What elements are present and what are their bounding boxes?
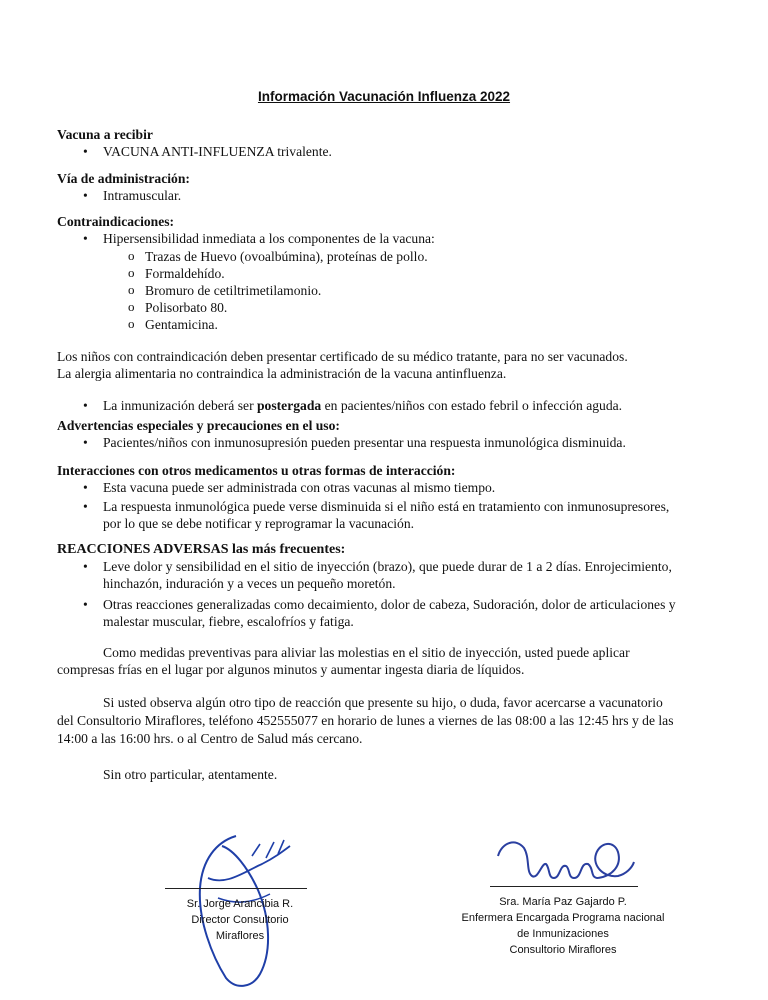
paragraph-contacto: Si usted observa algún otro tipo de reacción que presente su hijo, o duda, favor acercarse a vacunatorio <box>103 695 663 710</box>
paragraph-medidas-cont: compresas frías en el lugar por algunos minutos y aumentar ingesta diaria de líquidos. <box>57 662 525 677</box>
reacciones-item: • Leve dolor y sensibilidad en el sitio de inyección (brazo), que puede durar de 1 a 2 días. Enrojecimiento, <box>103 558 672 575</box>
heading-reacciones: REACCIONES ADVERSAS las más frecuentes: <box>57 542 346 557</box>
paragraph-contraindicacion: Los niños con contraindicación deben presentar certificado de su médico tratante, para no ser vacunados. <box>57 349 628 364</box>
paragraph-contacto-cont: 14:00 a las 16:00 hrs. o al Centro de Salud más cercano. <box>57 731 363 746</box>
via-item: • Intramuscular. <box>103 187 181 204</box>
contra-sub-item: o Trazas de Huevo (ovoalbúmina), proteínas de pollo. <box>145 248 428 265</box>
signature-right-scribble <box>496 828 636 890</box>
postergada-item: • La inmunización deberá ser postergada en pacientes/niños con estado febril o infección aguda. <box>103 397 622 414</box>
contra-sub-item: o Polisorbato 80. <box>145 299 227 316</box>
signature-left-name: Sr. Jorge Arancibia R. <box>186 898 294 910</box>
reacciones-item: • Otras reacciones generalizadas como decaimiento, dolor de cabeza, Sudoración, dolor de articulaciones y <box>103 596 676 613</box>
reacciones-item-cont: hinchazón, induración y a veces un pequeño moretón. <box>103 576 396 591</box>
heading-contraindicaciones: Contraindicaciones: <box>57 214 175 229</box>
heading-via: Vía de administración: <box>57 171 190 186</box>
interacciones-item: • La respuesta inmunológica puede verse disminuida si el niño está en tratamiento con inmunosupresores, <box>103 498 669 515</box>
advertencias-item: • Pacientes/niños con inmunosupresión pueden presentar una respuesta inmunológica disminuida. <box>103 434 626 451</box>
contra-item: • Hipersensibilidad inmediata a los componentes de la vacuna: <box>103 230 435 247</box>
signature-right-line <box>490 886 638 887</box>
heading-advertencias: Advertencias especiales y precauciones en el uso: <box>57 418 340 433</box>
signature-left-block <box>140 896 340 944</box>
vacuna-item: • VACUNA ANTI-INFLUENZA trivalente. <box>103 143 332 160</box>
signature-right-role: Enfermera Encargada Programa nacional <box>461 912 665 924</box>
reacciones-item-cont: malestar muscular, fiebre, escalofríos y fatiga. <box>103 614 354 629</box>
heading-vacuna: Vacuna a recibir <box>57 127 153 142</box>
contra-sub-item: o Formaldehído. <box>145 265 225 282</box>
contra-sub-item: o Bromuro de cetiltrimetilamonio. <box>145 282 321 299</box>
signature-right-role: de Inmunizaciones <box>517 928 609 940</box>
heading-interacciones: Interacciones con otros medicamentos u otras formas de interacción: <box>57 463 456 478</box>
contra-sub-item: o Gentamicina. <box>145 316 218 333</box>
document-title: Información Vacunación Influenza 2022 <box>257 89 511 104</box>
interacciones-item: • Esta vacuna puede ser administrada con otras vacunas al mismo tiempo. <box>103 479 495 496</box>
paragraph-alergia: La alergia alimentaria no contraindica la administración de la vacuna antinfluenza. <box>57 366 507 381</box>
interacciones-item-cont: por lo que se debe notificar y reprogramar la vacunación. <box>103 516 415 531</box>
signature-right-block <box>438 894 688 958</box>
signature-left-role: Director Consultorio <box>191 914 289 926</box>
paragraph-contacto-cont: del Consultorio Miraflores, teléfono 452555077 en horario de lunes a viernes de las 08:00 a las 12:45 hrs y de las <box>57 713 674 728</box>
paragraph-medidas: Como medidas preventivas para aliviar las molestias en el sitio de inyección, usted puede aplicar <box>103 645 630 660</box>
signature-left-line <box>165 888 307 889</box>
signature-left-place: Miraflores <box>215 930 265 942</box>
signature-right-place: Consultorio Miraflores <box>509 944 617 956</box>
signature-right-name: Sra. María Paz Gajardo P. <box>499 896 627 908</box>
closing-text: Sin otro particular, atentamente. <box>103 767 278 782</box>
